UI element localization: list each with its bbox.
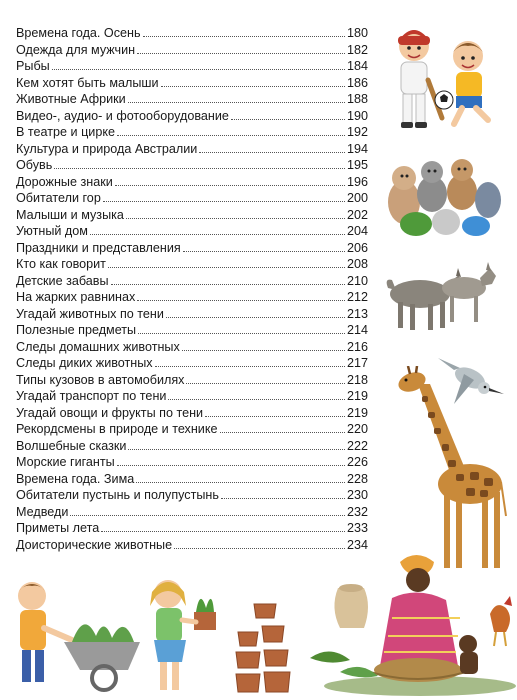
toc-entry-title: Приметы лета	[16, 521, 100, 535]
toc-leader-dots	[199, 151, 345, 153]
toc-entry-page-number: 182	[346, 42, 368, 57]
toc-entry-page-number: 219	[346, 405, 368, 420]
toc-leader-dots	[117, 464, 345, 466]
giraffe-illustration	[390, 366, 510, 576]
toc-entry	[16, 58, 368, 75]
toc-entry	[16, 454, 368, 471]
toc-leader-dots	[137, 299, 345, 301]
toc-leader-dots	[52, 68, 345, 70]
toc-entry-title: Следы домашних животных	[16, 339, 180, 354]
toc-entry	[16, 504, 368, 521]
toc-entry-page-number: 230	[346, 488, 368, 502]
toc-entry-page-number: 234	[346, 537, 368, 552]
african-woman-weaving-illustration	[300, 548, 517, 700]
toc-entry-page-number: 208	[346, 257, 368, 271]
toc-leader-dots	[183, 250, 345, 252]
toc-entry-title: Морские гиганты	[16, 455, 115, 469]
toc-entry-title: Культура и природа Австралии	[16, 141, 198, 156]
toc-entry	[16, 124, 368, 141]
toc-leader-dots	[205, 415, 345, 417]
toc-entry-page-number: 188	[346, 92, 368, 106]
toc-leader-dots	[138, 332, 345, 334]
toc-entry-page-number: 233	[346, 521, 368, 535]
toc-leader-dots	[182, 349, 345, 351]
toc-leader-dots	[186, 382, 345, 384]
toc-entry-title: Кем хотят быть малыши	[16, 75, 159, 90]
table-of-contents	[16, 25, 368, 553]
toc-entry-title: Малыши и музыка	[16, 207, 124, 222]
boys-playing-sports-illustration	[384, 20, 500, 132]
toc-entry	[16, 256, 368, 273]
toc-entry-title: Угадай транспорт по тени	[16, 389, 167, 403]
toc-entry-page-number: 226	[346, 455, 368, 469]
toc-entry-page-number: 186	[346, 75, 368, 90]
toc-entry-page-number: 213	[346, 306, 368, 321]
toc-entry-page-number: 219	[346, 389, 368, 403]
soft-toys-illustration	[384, 152, 504, 238]
toc-entry-page-number: 194	[346, 141, 368, 156]
toc-entry	[16, 487, 368, 504]
toc-entry-title: Волшебные сказки	[16, 438, 127, 453]
children-gardening-illustration	[0, 566, 230, 700]
toc-entry-page-number: 212	[346, 290, 368, 304]
toc-entry-title: Угадай овощи и фрукты по тени	[16, 405, 204, 420]
toc-entry	[16, 91, 368, 108]
toc-entry	[16, 273, 368, 290]
toc-entry-page-number: 214	[346, 323, 368, 337]
toc-entry	[16, 520, 368, 537]
toc-leader-dots	[103, 200, 345, 202]
toc-entry-page-number: 218	[346, 372, 368, 387]
toc-leader-dots	[166, 316, 345, 318]
toc-entry-title: Праздники и представления	[16, 240, 181, 255]
toc-entry	[16, 388, 368, 405]
toc-entry-title: Обитатели гор	[16, 191, 101, 205]
toc-entry-title: Уютный дом	[16, 224, 88, 238]
toc-entry-page-number: 202	[346, 207, 368, 222]
toc-entry	[16, 223, 368, 240]
toc-entry	[16, 42, 368, 59]
toc-entry	[16, 289, 368, 306]
toc-entry-title: Полезные предметы	[16, 323, 137, 337]
flower-pots-illustration	[232, 596, 296, 700]
toc-entry	[16, 141, 368, 158]
toc-entry-page-number: 190	[346, 108, 368, 123]
toc-leader-dots	[231, 118, 345, 120]
toc-entry-title: Времена года. Зима	[16, 471, 135, 486]
toc-entry-page-number: 184	[346, 59, 368, 73]
toc-entry	[16, 306, 368, 323]
toc-entry-title: Дорожные знаки	[16, 174, 113, 189]
toc-entry	[16, 339, 368, 356]
wolves-illustration	[384, 258, 500, 336]
toc-entry-title: Рекордсмены в природе и технике	[16, 422, 218, 436]
toc-entry-page-number: 216	[346, 339, 368, 354]
toc-leader-dots	[115, 184, 345, 186]
toc-entry-title: Типы кузовов в автомобилях	[16, 372, 185, 387]
toc-leader-dots	[143, 35, 345, 37]
toc-entry-page-number: 200	[346, 191, 368, 205]
toc-entry	[16, 322, 368, 339]
toc-entry-title: Животные Африки	[16, 92, 126, 106]
toc-leader-dots	[108, 266, 345, 268]
toc-leader-dots	[168, 398, 345, 400]
toc-entry-title: Одежда для мужчин	[16, 42, 136, 57]
toc-entry-page-number: 195	[346, 158, 368, 172]
toc-entry	[16, 75, 368, 92]
toc-leader-dots	[128, 101, 345, 103]
toc-entry-page-number: 196	[346, 174, 368, 189]
toc-entry-page-number: 222	[346, 438, 368, 453]
toc-leader-dots	[161, 85, 345, 87]
toc-leader-dots	[70, 514, 345, 516]
toc-entry-page-number: 180	[346, 26, 368, 40]
toc-leader-dots	[220, 431, 345, 433]
toc-entry	[16, 174, 368, 191]
toc-leader-dots	[117, 134, 345, 136]
toc-leader-dots	[221, 497, 345, 499]
toc-entry-title: На жарких равнинах	[16, 290, 136, 304]
toc-entry	[16, 372, 368, 389]
toc-entry	[16, 190, 368, 207]
toc-entry-page-number: 192	[346, 125, 368, 139]
toc-entry	[16, 421, 368, 438]
toc-leader-dots	[137, 52, 345, 54]
toc-entry-page-number: 206	[346, 240, 368, 255]
toc-entry-title: Времена года. Осень	[16, 26, 141, 40]
toc-leader-dots	[126, 217, 345, 219]
toc-entry	[16, 108, 368, 125]
toc-entry-title: Угадай животных по тени	[16, 306, 164, 321]
toc-entry	[16, 471, 368, 488]
toc-entry	[16, 25, 368, 42]
toc-entry	[16, 355, 368, 372]
toc-entry-title: В театре и цирке	[16, 125, 115, 139]
toc-leader-dots	[101, 530, 345, 532]
toc-entry-page-number: 210	[346, 273, 368, 288]
toc-entry-title: Рыбы	[16, 59, 50, 73]
toc-entry-title: Обитатели пустынь и полупустынь	[16, 488, 219, 502]
toc-entry-page-number: 217	[346, 356, 368, 370]
toc-entry-title: Доисторические животные	[16, 537, 173, 552]
toc-entry	[16, 240, 368, 257]
toc-leader-dots	[54, 167, 345, 169]
toc-leader-dots	[128, 448, 345, 450]
toc-entry-title: Следы диких животных	[16, 356, 153, 370]
toc-entry-title: Детские забавы	[16, 273, 109, 288]
toc-entry-title: Медведи	[16, 504, 69, 519]
toc-entry-title: Видео-, аудио- и фотооборудование	[16, 108, 229, 123]
toc-entry-page-number: 228	[346, 471, 368, 486]
toc-entry-page-number: 204	[346, 224, 368, 238]
toc-entry-page-number: 232	[346, 504, 368, 519]
toc-entry	[16, 207, 368, 224]
toc-entry	[16, 405, 368, 422]
toc-entry-title: Обувь	[16, 158, 53, 172]
toc-leader-dots	[111, 283, 345, 285]
toc-entry	[16, 438, 368, 455]
toc-leader-dots	[90, 233, 345, 235]
toc-entry	[16, 157, 368, 174]
toc-entry-page-number: 220	[346, 422, 368, 436]
toc-leader-dots	[136, 481, 345, 483]
toc-leader-dots	[155, 365, 345, 367]
toc-entry-title: Кто как говорит	[16, 257, 106, 271]
